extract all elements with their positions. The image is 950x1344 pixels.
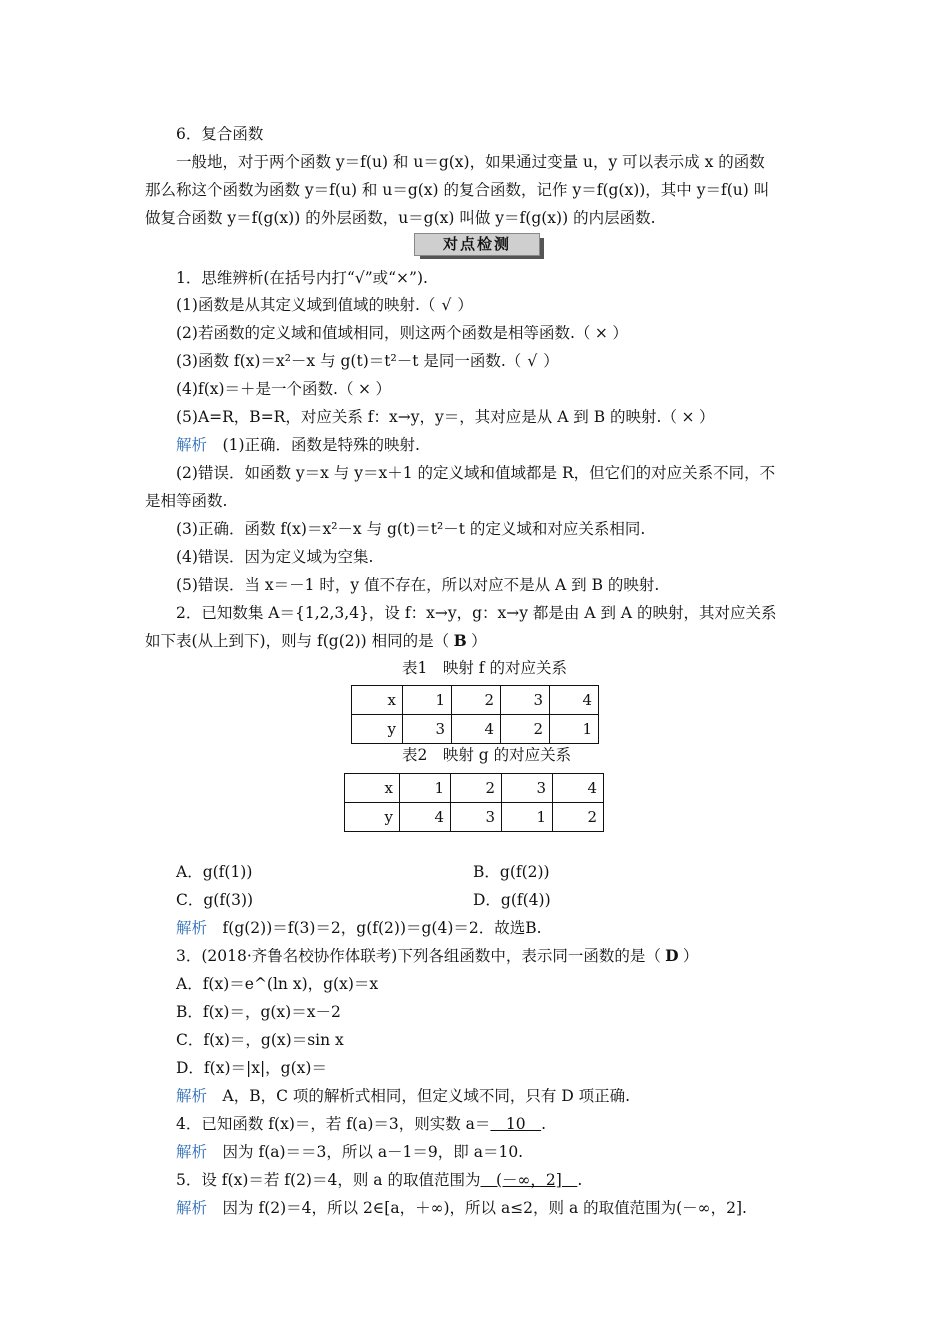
analysis-label: 解析 [176, 1199, 208, 1217]
question-1-item: (1)函数是从其定义域到值域的映射.（ √ ） [176, 296, 473, 314]
question-4-stem: 4．已知函数 f(x)＝，若 f(a)＝3，则实数 a＝ 10 . [176, 1115, 547, 1133]
question-1-item: (3)函数 f(x)＝x²－x 与 g(t)＝t²－t 是同一函数.（ √ ） [176, 352, 559, 370]
table-row [345, 774, 604, 803]
analysis-line: 解析 因为 f(2)＝4，所以 2∈[a，＋∞)，所以 a≤2，则 a 的取值范围为(－∞，2]. [176, 1199, 747, 1217]
analysis-line: 是相等函数. [145, 492, 228, 510]
question-1-stem: 1．思维辨析(在括号内打“√”或“×”). [176, 269, 428, 287]
table-row [352, 686, 599, 715]
option-d: D．g(f(4)) [473, 891, 551, 909]
table-cell: 1 [502, 803, 553, 832]
table-cell: 2 [452, 686, 501, 715]
table-cell: 3 [451, 803, 502, 832]
table-cell: 3 [502, 774, 553, 803]
table-cell: 2 [553, 803, 604, 832]
paragraph-line: 那么称这个函数为函数 y＝f(u) 和 u＝g(x) 的复合函数，记作 y＝f(g(x))，其中 y＝f(u) 叫 [145, 181, 770, 199]
question-5-stem: 5．设 f(x)＝若 f(2)＝4，则 a 的取值范围为 (－∞，2] . [176, 1171, 583, 1189]
option-b: B．f(x)＝，g(x)＝x－2 [176, 1003, 341, 1021]
question-3-stem: 3．(2018·齐鲁名校协作体联考)下列各组函数中，表示同一函数的是（ D ） [176, 946, 699, 965]
table-row [352, 715, 599, 744]
question-1-item: (2)若函数的定义域和值域相同，则这两个函数是相等函数.（ × ） [176, 324, 628, 342]
table-1 [351, 685, 599, 744]
analysis-label: 解析 [176, 1087, 208, 1105]
paragraph-line: 做复合函数 y＝f(g(x)) 的外层函数，u＝g(x) 叫做 y＝f(g(x)) 的内层函数. [145, 209, 656, 227]
analysis-line: 解析 因为 f(a)＝＝3，所以 a－1＝9，即 a＝10. [176, 1143, 524, 1161]
table-cell: 4 [553, 774, 604, 803]
table-cell: y [352, 715, 403, 744]
section-banner [414, 233, 544, 259]
section-heading: 6．复合函数 [176, 125, 264, 143]
option-b: B．g(f(2)) [473, 863, 550, 881]
table-1-caption: 表1 映射 f 的对应关系 [402, 659, 567, 677]
table-cell: 2 [451, 774, 502, 803]
answer-blank: (－∞，2] [480, 1171, 578, 1189]
analysis-label: 解析 [176, 919, 208, 937]
question-2-stem: 如下表(从上到下)，则与 f(g(2)) 相同的是（ B ） [145, 631, 487, 650]
option-a: A．g(f(1)) [176, 863, 253, 881]
table-cell: 4 [400, 803, 451, 832]
table-cell: 2 [501, 715, 550, 744]
option-c: C．f(x)＝，g(x)＝sin x [176, 1031, 344, 1049]
analysis-line: (2)错误．如函数 y＝x 与 y＝x＋1 的定义域和值域都是 R，但它们的对应关系不同，不 [176, 464, 776, 482]
analysis-line: 解析 (1)正确．函数是特殊的映射. [176, 436, 420, 454]
table-2 [344, 773, 604, 832]
question-1-item: (5)A=R，B=R，对应关系 f：x→y，y＝，其对应是从 A 到 B 的映射.（ × ） [176, 408, 715, 426]
question-1-item: (4)f(x)＝＋是一个函数.（ × ） [176, 380, 391, 398]
option-d: D．f(x)＝|x|，g(x)＝ [176, 1059, 327, 1077]
option-c: C．g(f(3)) [176, 891, 254, 909]
table-cell: 1 [403, 686, 452, 715]
table-cell: y [345, 803, 400, 832]
table-cell: 1 [400, 774, 451, 803]
analysis-label: 解析 [176, 1143, 208, 1161]
table-cell: 1 [550, 715, 599, 744]
table-cell: 3 [403, 715, 452, 744]
question-2-stem: 2．已知数集 A＝{1,2,3,4}，设 f：x→y，g：x→y 都是由 A 到 A 的映射，其对应关系 [176, 604, 777, 622]
table-cell: 4 [550, 686, 599, 715]
table-cell: x [345, 774, 400, 803]
banner-title: 对点检测 [414, 233, 540, 256]
answer: D [665, 946, 679, 965]
analysis-line: 解析 A，B，C 项的解析式相同，但定义域不同，只有 D 项正确. [176, 1087, 631, 1105]
answer: B [453, 631, 467, 650]
table-2-caption: 表2 映射 g 的对应关系 [402, 746, 572, 764]
analysis-line: (3)正确．函数 f(x)＝x²－x 与 g(t)＝t²－t 的定义域和对应关系相同. [176, 520, 646, 538]
analysis-line: (5)错误．当 x＝－1 时，y 值不存在，所以对应不是从 A 到 B 的映射. [176, 576, 660, 594]
paragraph-line: 一般地，对于两个函数 y＝f(u) 和 u＝g(x)，如果通过变量 u，y 可以表示成 x 的函数 [176, 153, 765, 171]
option-a: A．f(x)＝e^(ln x)，g(x)＝x [176, 975, 379, 993]
analysis-line: (4)错误．因为定义域为空集. [176, 548, 374, 566]
answer-blank: 10 [490, 1115, 542, 1133]
analysis-label: 解析 [176, 436, 208, 454]
table-cell: 3 [501, 686, 550, 715]
table-cell: x [352, 686, 403, 715]
table-cell: 4 [452, 715, 501, 744]
table-row [345, 803, 604, 832]
analysis-line: 解析 f(g(2))＝f(3)＝2，g(f(2))＝g(4)＝2．故选B. [176, 919, 542, 937]
